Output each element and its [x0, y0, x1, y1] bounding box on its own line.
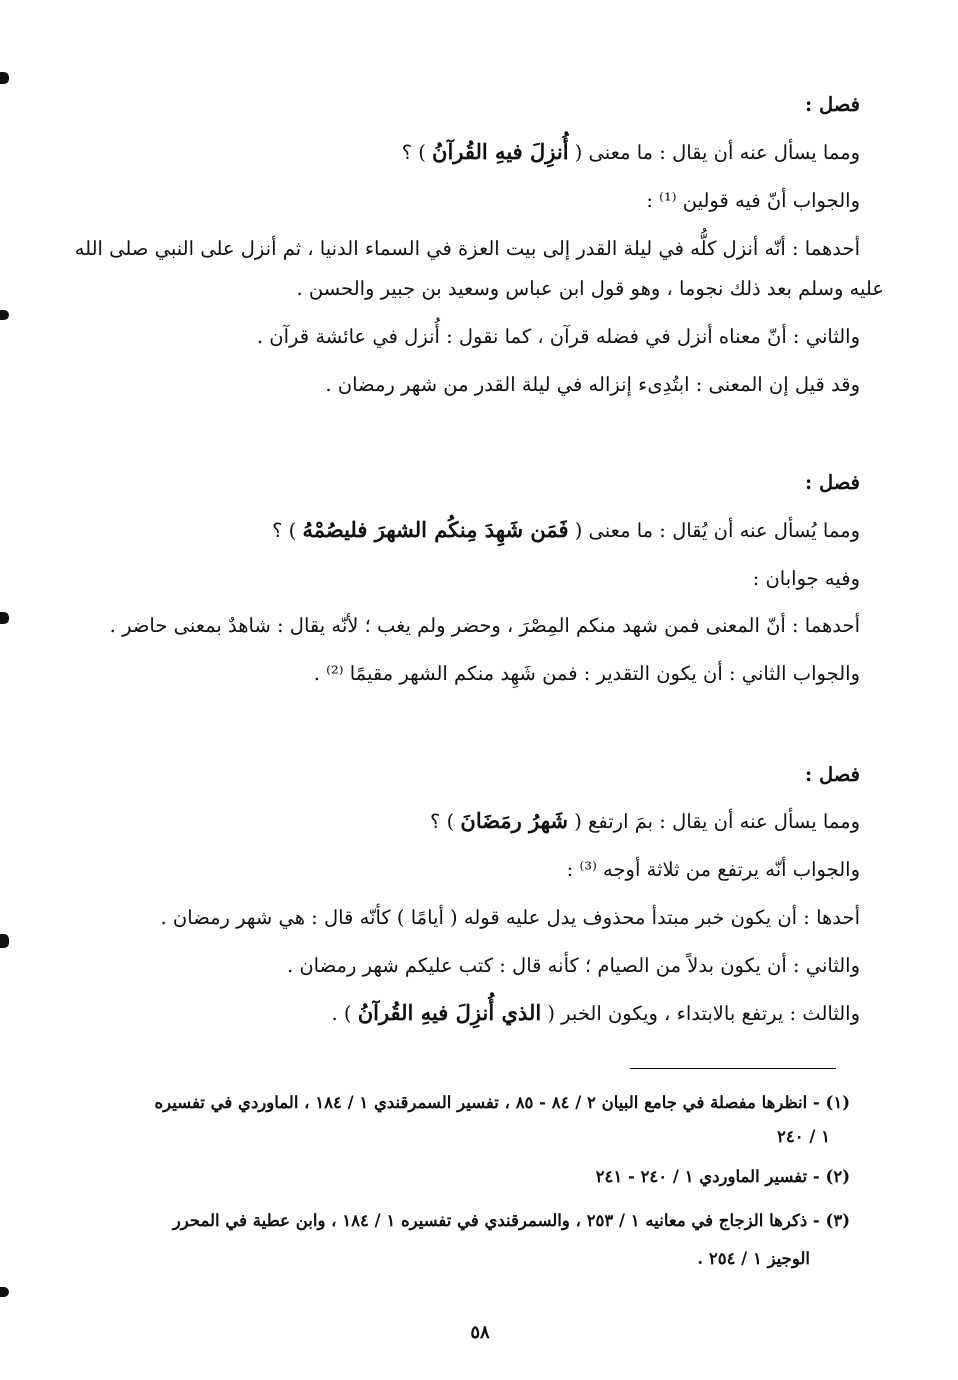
- margin-mark: [0, 1287, 9, 1297]
- quran-quote: الذي أُنزِلَ فيهِ القُرآنُ: [357, 1000, 542, 1025]
- section-3-line: والجواب أنّه يرتفع من ثلاثة أوجه ⁽³⁾ :: [566, 858, 860, 881]
- margin-mark: [0, 612, 9, 624]
- margin-mark: [0, 310, 9, 320]
- section-3-question: [60, 808, 860, 835]
- section-1-question: [60, 139, 860, 166]
- quran-quote: شَهرُ رمَضَانَ: [460, 808, 568, 833]
- question-suffix: ) ؟: [430, 810, 461, 833]
- margin-mark: [0, 72, 9, 84]
- question-suffix: ) ؟: [272, 519, 303, 542]
- answer-suffix: ) .: [331, 1002, 358, 1025]
- section-2-line: أحدهما : أنّ المعنى فمن شهد منكم المِصْرَ ، وحضر ولم يغب ؛ لأنّه يقال : شاهدٌ بمعنى حاضر .: [109, 614, 860, 637]
- margin-mark: [0, 934, 9, 948]
- question-prefix: ومما يسأل عنه أن يقال : ما معنى (: [568, 141, 860, 164]
- footnote-2: (٢) - تفسير الماوردي ١ / ٢٤٠ - ٢٤١: [595, 1167, 850, 1186]
- quran-quote: أُنزِلَ فيهِ القُرآنُ: [432, 139, 569, 164]
- section-2-question: [60, 517, 860, 544]
- footnote-1: (١) - انظرها مفصلة في جامع البيان ٢ / ٨٤ - ٨٥ ، تفسير السمرقندي ١ / ١٨٤ ، الماوردي في تفسيره: [154, 1093, 850, 1112]
- section-2-line: والجواب الثاني : أن يكون التقدير : فمن شَهِد منكم الشهر مقيمًا ⁽²⁾ .: [313, 662, 860, 685]
- section-1-line: وقد قيل إن المعنى : ابتُدِىء إنزاله في ليلة القدر من شهر رمضان .: [325, 373, 860, 396]
- section-3-line: والثاني : أن يكون بدلاً من الصيام ؛ كأنه قال : كتب عليكم شهر رمضان .: [286, 954, 860, 977]
- section-1-line: والثاني : أنّ معناه أنزل في فضله قرآن ، كما نقول : أُنزل في عائشة قرآن .: [256, 325, 860, 348]
- section-3-line: أحدها : أن يكون خبر مبتدأ محذوف يدل عليه قوله ( أيامًا ) كأنّه قال : هي شهر رمضان .: [160, 906, 860, 929]
- section-1-line: والجواب أنّ فيه قولين ⁽¹⁾ :: [646, 189, 860, 212]
- footnote-separator: [630, 1068, 836, 1069]
- section-1-line: عليه وسلم بعد ذلك نجوما ، وهو قول ابن عباس وسعيد بن جبير والحسن .: [296, 277, 884, 300]
- section-2-line: وفيه جوابان :: [752, 567, 860, 590]
- footnote-3: (٣) - ذكرها الزجاج في معانيه ١ / ٢٥٣ ، والسمرقندي في تفسيره ١ / ١٨٤ ، وابن عطية في المحرر: [172, 1211, 850, 1230]
- section-3-final: [60, 1000, 860, 1027]
- question-suffix: ) ؟: [401, 141, 433, 164]
- footnote-3-continuation: الوجيز ١ / ٢٥٤ .: [697, 1249, 810, 1268]
- page-number: ٥٨: [470, 1322, 490, 1343]
- question-prefix: ومما يسأل عنه أن يقال : بمَ ارتفع (: [568, 810, 860, 833]
- footnote-1-continuation: ١ / ٢٤٠: [777, 1127, 830, 1146]
- section-1-heading: فصل :: [805, 93, 860, 116]
- section-2-heading: فصل :: [805, 471, 860, 494]
- section-1-line: أحدهما : أنّه أنزل كلُّه في ليلة القدر إلى بيت العزة في السماء الدنيا ، ثم أنزل على النبي صلى الله: [74, 237, 860, 260]
- answer-prefix: والثالث : يرتفع بالابتداء ، ويكون الخبر (: [541, 1002, 860, 1025]
- quran-quote: فَمَن شَهِدَ مِنكُم الشهرَ فليصُمْهُ: [302, 517, 569, 542]
- section-3-heading: فصل :: [805, 763, 860, 786]
- question-prefix: ومما يُسأل عنه أن يُقال : ما معنى (: [568, 519, 860, 542]
